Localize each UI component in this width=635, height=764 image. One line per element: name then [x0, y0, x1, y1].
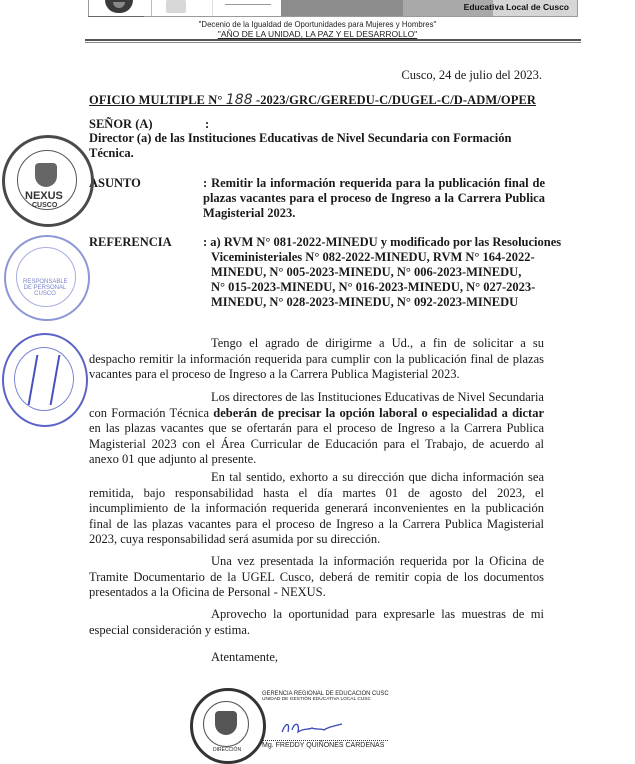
referencia-text	[203, 235, 578, 310]
banner-ugel-text: Educativa Local de Cusco	[463, 2, 569, 12]
oficio-number-line	[89, 92, 536, 108]
document-date: Cusco, 24 de julio del 2023.	[401, 68, 542, 82]
signature-org-line-1: GERENCIA REGIONAL DE EDUCACION CUSC	[262, 690, 389, 697]
body-paragraph-1	[89, 336, 544, 383]
personal-office-stamp	[4, 235, 90, 321]
peru-crest-logo	[89, 0, 152, 16]
oficio-prefix: OFICIO MULTIPLE N°	[89, 93, 223, 107]
signatory-name: Mg. FREDDY QUIÑONES CARDENAS	[262, 742, 385, 749]
year-slogan-text: "AÑO DE LA UNIDAD, LA PAZ Y EL DESARROLLO"	[217, 29, 418, 39]
letterhead-banner	[88, 0, 578, 17]
signature-org-block	[262, 690, 392, 702]
paragraph-text: Tengo el agrado de dirigirme a Ud., a fin de solicitar a su despacho remitir la información requerida para cumplir con la publicación final de plazas vacantes para el proceso de Ingreso a la Carrera Publica Magisterial 2023.	[89, 336, 544, 381]
ministry-education-stamp	[2, 333, 88, 427]
stamp-inner-ring	[16, 247, 76, 307]
stamp-sub-text: CUSCO	[32, 202, 58, 209]
banner-divider	[88, 16, 144, 17]
addressee: Director (a) de las Instituciones Educativas de Nivel Secundaria con Formación Técnica.	[89, 131, 512, 160]
referencia-line: : a) RVM N° 081-2022-MINEDU y modificado por las Resoluciones	[203, 235, 562, 249]
institution-logo	[152, 0, 213, 16]
asunto-label: ASUNTO	[89, 176, 141, 190]
institution-logo-text	[213, 0, 281, 16]
coat-of-arms-icon	[35, 163, 57, 187]
paragraph-text: Aprovecho la oportunidad para expresarle las muestras de mi especial consideración y estima.	[89, 607, 544, 637]
stamp-main-text: NEXUS	[25, 190, 63, 202]
paragraph-emphasis: deberán de precisar la opción laboral o especialidad a dictar	[213, 405, 544, 420]
nexus-cusco-stamp	[2, 135, 94, 227]
coat-of-arms-icon	[215, 711, 237, 735]
referencia-label: REFERENCIA	[89, 235, 172, 249]
referencia-line: Viceministeriales N° 082-2022-MINEDU, RVM N° 164-2022-	[211, 250, 535, 264]
referencia-line: MINEDU, N° 028-2023-MINEDU, N° 092-2023-MINEDU	[211, 295, 519, 309]
header-rule-thin	[85, 42, 581, 43]
header-rule	[85, 39, 581, 41]
paragraph-text: Una vez presentada la información requerida por la Oficina de Tramite Documentario de la UGEL Cusco, deberá de remitir copia de los documentos presentados a la Oficina de Personal - NEXUS.	[89, 554, 544, 599]
decenio-slogan: "Decenio de la Igualdad de Oportunidades para Mujeres y Hombres"	[198, 19, 437, 29]
banner-segment-gray-dark	[281, 0, 403, 16]
stamp-text: DIRECCIÓN	[213, 747, 242, 753]
signature-org-line-2: UNIDAD DE GESTIÓN EDUCATIVA LOCAL CUSC	[262, 697, 371, 702]
oficio-handwritten-number: 188	[225, 92, 253, 108]
paragraph-text: Los directores de las Instituciones Educativas de Nivel Secundaria con Formación Técnica	[89, 390, 544, 420]
body-paragraph-4	[89, 554, 544, 601]
senor-label: SEÑOR (A)	[89, 117, 153, 131]
stamp-text: RESPONSABLE DE PERSONAL CUSCO	[23, 279, 68, 297]
handwritten-signature-icon	[278, 718, 348, 738]
year-slogan	[0, 29, 635, 39]
paragraph-text: en las plazas vacantes que se ofertarán para el proceso de Ingreso a la Carrera Publica Magisterial 2023 con el Área Curricular de Educación para el Trabajo, de acuerdo al anexo 01 que adjunto al presente.	[89, 421, 544, 466]
referencia-line: MINEDU, N° 005-2023-MINEDU, N° 006-2023-MINEDU,	[211, 265, 522, 279]
body-paragraph-3	[89, 470, 544, 548]
closing: Atentamente,	[211, 650, 278, 664]
banner-segment-ugel	[463, 0, 577, 16]
senor-colon: :	[205, 117, 210, 131]
oficio-suffix: -2023/GRC/GEREDU-C/DUGEL-C/D-ADM/OPER	[252, 93, 537, 107]
referencia-line: N° 015-2023-MINEDU, N° 016-2023-MINEDU, N° 027-2023-	[211, 280, 536, 294]
body-paragraph-2	[89, 390, 544, 468]
asunto-text: : Remitir la información requerida para la publicación final de plazas vacantes para el proceso de Ingreso a la Carrera Publica Magisterial 2023.	[203, 176, 545, 220]
signature-line	[262, 740, 388, 741]
paragraph-text: En tal sentido, exhorto a su dirección que dicha información sea remitida, bajo responsabilidad hasta el día martes 01 de agosto del 2023, el incumplimiento de la información requerida generará inconvenientes en la publicación final de las plazas vacantes para el proceso de Ingreso a la Carrera Publica Magisterial 2023, cuya responsabilidad será asumida por su dirección.	[89, 470, 544, 546]
direction-stamp	[190, 688, 266, 764]
body-paragraph-5	[89, 607, 544, 638]
